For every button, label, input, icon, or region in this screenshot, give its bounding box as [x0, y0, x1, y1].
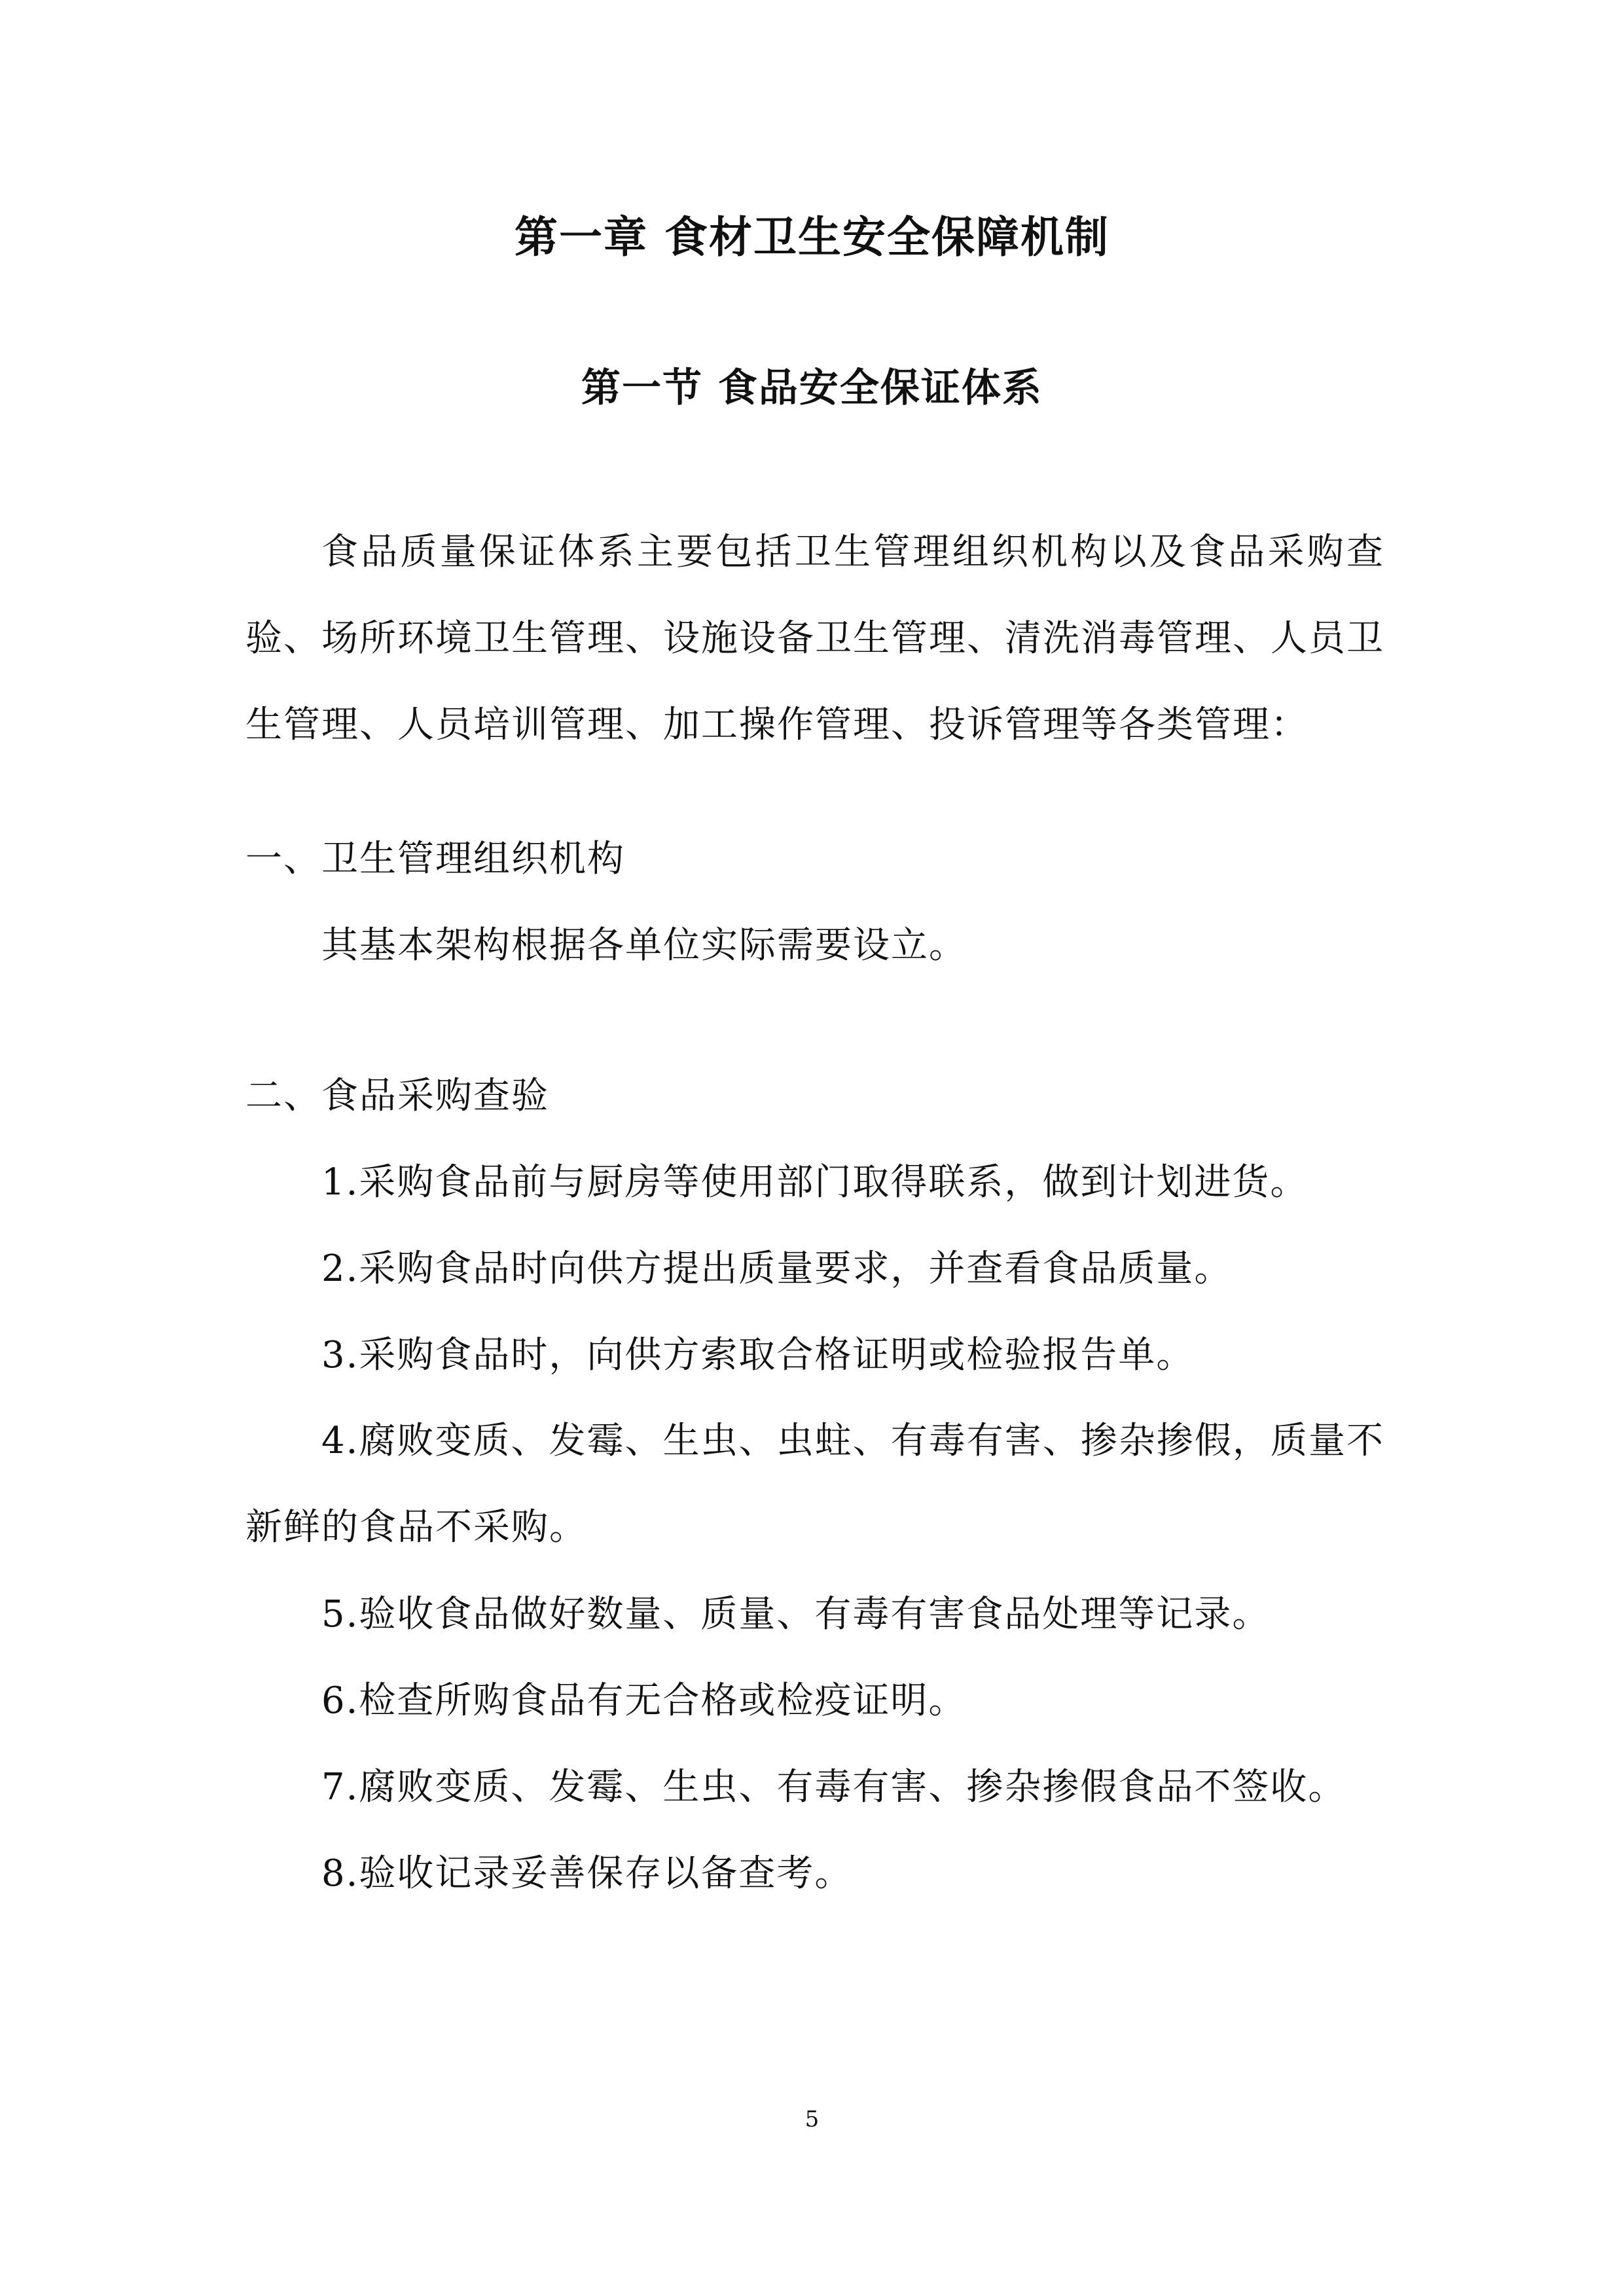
procurement-item-1: 1.采购食品前与厨房等使用部门取得联系，做到计划进货。: [321, 1161, 1308, 1204]
procurement-item-2: 2.采购食品时向供方提出质量要求，并查看食品质量。: [321, 1247, 1233, 1290]
part2-heading: 二、食品采购查验: [245, 1075, 549, 1117]
part1-heading: 一、卫生管理组织机构: [245, 838, 625, 880]
procurement-item-6: 6.检查所购食品有无合格或检疫证明。: [321, 1679, 967, 1722]
section-title: 第一节 食品安全保证体系: [581, 365, 1043, 411]
intro-paragraph: 食品质量保证体系主要包括卫生管理组织机构以及食品采购查验、场所环境卫生管理、设施设备卫生管理、清洗消毒管理、人员卫生管理、人员培训管理、加工操作管理、投诉管理等各类管理：: [245, 531, 1384, 746]
procurement-item-7: 7.腐败变质、发霉、生虫、有毒有害、掺杂掺假食品不签收。: [321, 1766, 1346, 1808]
procurement-item-4: 4.腐败变质、发霉、生虫、虫蛀、有毒有害、掺杂掺假，质量不新鲜的食品不采购。: [245, 1420, 1384, 1549]
procurement-item-5: 5.验收食品做好数量、质量、有毒有害食品处理等记录。: [321, 1593, 1271, 1636]
part1-body: 其基本架构根据各单位实际需要设立。: [321, 924, 967, 967]
procurement-item-8: 8.验收记录妥善保存以备查考。: [321, 1852, 853, 1895]
chapter-title: 第一章 食材卫生安全保障机制: [514, 212, 1110, 262]
procurement-item-3: 3.采购食品时，向供方索取合格证明或检验报告单。: [321, 1334, 1195, 1376]
page-number: 5: [804, 2106, 820, 2132]
